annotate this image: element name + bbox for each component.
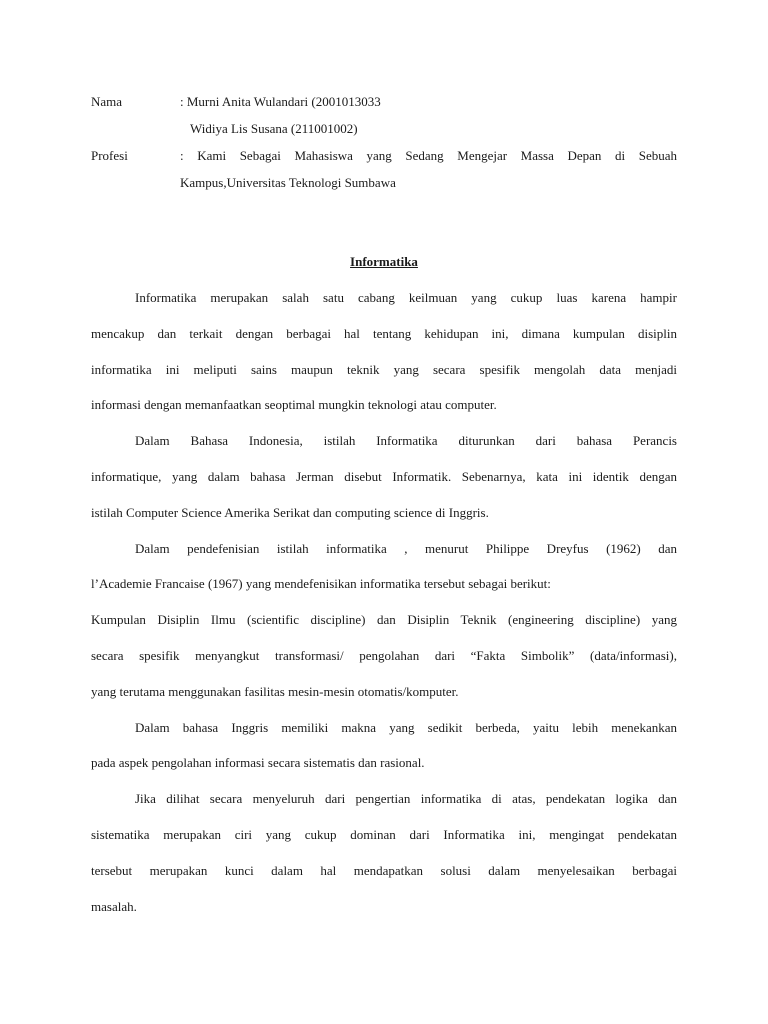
body-line: l’Academie Francaise (1967) yang mendefenisikan informatika tersebut sebagai berikut: bbox=[91, 576, 551, 592]
body-line: secara spesifik menyangkut transformasi/ pengolahan dari “Fakta Simbolik” (data/informasi), bbox=[91, 647, 677, 663]
body-line: Kumpulan Disiplin Ilmu (scientific discipline) dan Disiplin Teknik (engineering discipline) yang bbox=[91, 612, 677, 628]
body-line: Dalam pendefenisian istilah informatika , menurut Philippe Dreyfus (1962) dan bbox=[135, 540, 677, 556]
body-line: mencakup dan terkait dengan berbagai hal tentang kehidupan ini, dimana kumpulan disiplin bbox=[91, 325, 677, 341]
body-line: pada aspek pengolahan informasi secara sistematis dan rasional. bbox=[91, 755, 425, 771]
body-line: Dalam Bahasa Indonesia, istilah Informatika diturunkan dari bahasa Perancis bbox=[135, 433, 677, 449]
body-line: masalah. bbox=[91, 898, 137, 914]
profesi-label: Profesi bbox=[91, 148, 128, 163]
body-line: Informatika merupakan salah satu cabang keilmuan yang cukup luas karena hampir bbox=[135, 290, 677, 305]
nama-label: Nama bbox=[91, 94, 123, 109]
document-title: Informatika bbox=[350, 254, 418, 269]
profesi-value-2: Kampus,Universitas Teknologi Sumbawa bbox=[180, 175, 396, 190]
body-line: sistematika merupakan ciri yang cukup dominan dari Informatika ini, mengingat pendekatan bbox=[91, 826, 677, 842]
body-line: informatika ini meliputi sains maupun teknik yang secara spesifik mengolah data menjadi bbox=[91, 361, 677, 377]
nama-value-1: : Murni Anita Wulandari (2001013033 bbox=[180, 94, 381, 109]
body-line: Jika dilihat secara menyeluruh dari pengertian informatika di atas, pendekatan logika dan bbox=[135, 791, 677, 807]
body-line: yang terutama menggunakan fasilitas mesin-mesin otomatis/komputer. bbox=[91, 683, 459, 699]
nama-value-2: Widiya Lis Susana (211001002) bbox=[190, 121, 358, 136]
profesi-value-1: : Kami Sebagai Mahasiswa yang Sedang Mengejar Massa Depan di Sebuah bbox=[180, 148, 677, 163]
body-line: tersebut merupakan kunci dalam hal mendapatkan solusi dalam menyelesaikan berbagai bbox=[91, 862, 677, 878]
body-line: informatique, yang dalam bahasa Jerman disebut Informatik. Sebenarnya, kata ini identik dengan bbox=[91, 468, 677, 484]
document-body bbox=[91, 289, 677, 933]
body-line: istilah Computer Science Amerika Serikat dan computing science di Inggris. bbox=[91, 504, 489, 520]
body-line: Dalam bahasa Inggris memiliki makna yang sedikit berbeda, yaitu lebih menekankan bbox=[135, 719, 677, 735]
body-line: informasi dengan memanfaatkan seoptimal mungkin teknologi atau computer. bbox=[91, 397, 497, 413]
